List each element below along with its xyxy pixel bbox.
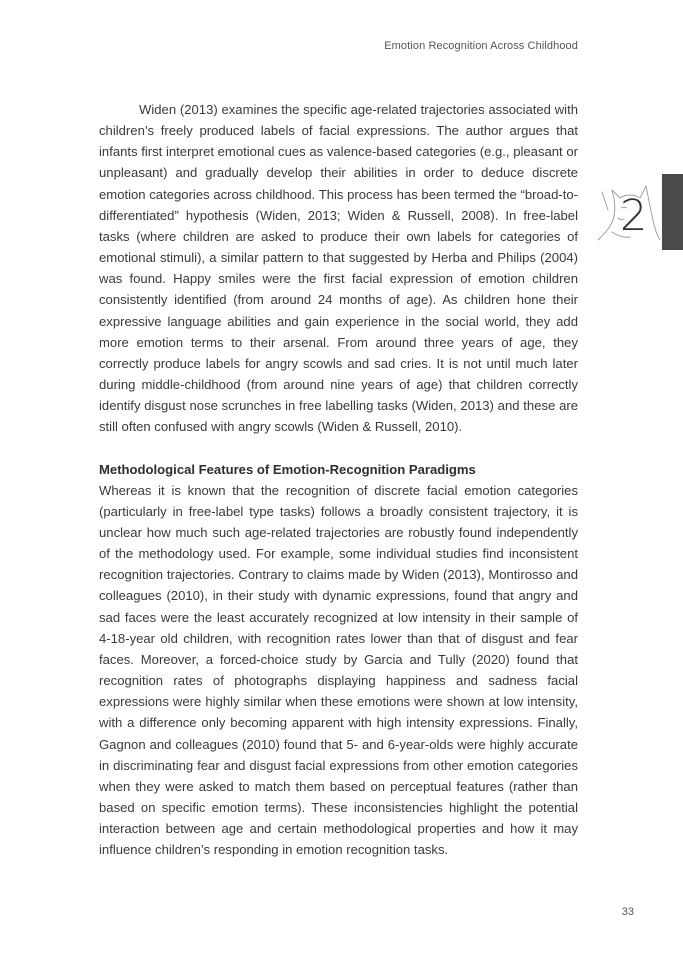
chapter-tab	[662, 174, 683, 250]
page-number: 33	[621, 906, 634, 918]
section-heading: Methodological Features of Emotion-Recognition Paradigms	[99, 461, 476, 477]
running-head: Emotion Recognition Across Childhood	[384, 40, 578, 52]
paragraph: Widen (2013) examines the specific age-related trajectories associated with children’s freely produced labels of facial expressions. The author argues that infants first interpret emotional cues as valence-based categories (e.g., pleasant or unpleasant) and gradually develop their abilities in order to deduce discrete emotion categories across childhood. This process has been termed the “broad-to-differentiated” hypothesis (Widen, 2013; Widen & Russell, 2008). In free-label tasks (where children are asked to produce their own labels for categories of emotional stimuli), a similar pattern to that suggested by Herba and Philips (2004) was found. Happy smiles were the first facial expression of emotion children consistently identified (from around 24 months of age). As children hone their expressive language abilities and gain experience in the social world, they add more emotion terms to their arsenal. From around three years of age, they correctly produce labels for angry scowls and sad cries. It is not until much later during middle-childhood (from around nine years of age) that children correctly identify disgust nose scrunches in free labelling tasks (Widen, 2013) and these are still often confused with angry scowls (Widen & Russell, 2010).	[99, 102, 578, 435]
chapter-number: 2	[620, 191, 648, 241]
body-text	[99, 99, 578, 860]
paragraph: Whereas it is known that the recognition of discrete facial emotion categories (particularly in free-label type tasks) follows a broadly consistent trajectory, it is unclear how much such age-related trajectories are robustly found independently of the methodology used. For example, some individual studies find inconsistent recognition trajectories. Contrary to claims made by Widen (2013), Montirosso and colleagues (2010), in their study with dynamic expressions, found that angry and sad faces were the least accurately recognized at low intensity in their sample of 4-18-year old children, with recognition rates lower than that of disgust and fear faces. Moreover, a forced-choice study by Garcia and Tully (2020) found that recognition rates of photographs displaying happiness and sadness facial expressions were highly similar when these emotions were shown at low intensity, with a difference only becoming apparent with high intensity expressions. Finally, Gagnon and colleagues (2010) found that 5- and 6-year-olds were highly accurate in discriminating fear and disgust facial expressions from other emotion categories when they were asked to match them based on perceptual features (rather than based on specific emotion terms). These inconsistencies highlight the potential interaction between age and certain methodological properties and how it may influence children’s responding in emotion recognition tasks.	[99, 482, 578, 858]
